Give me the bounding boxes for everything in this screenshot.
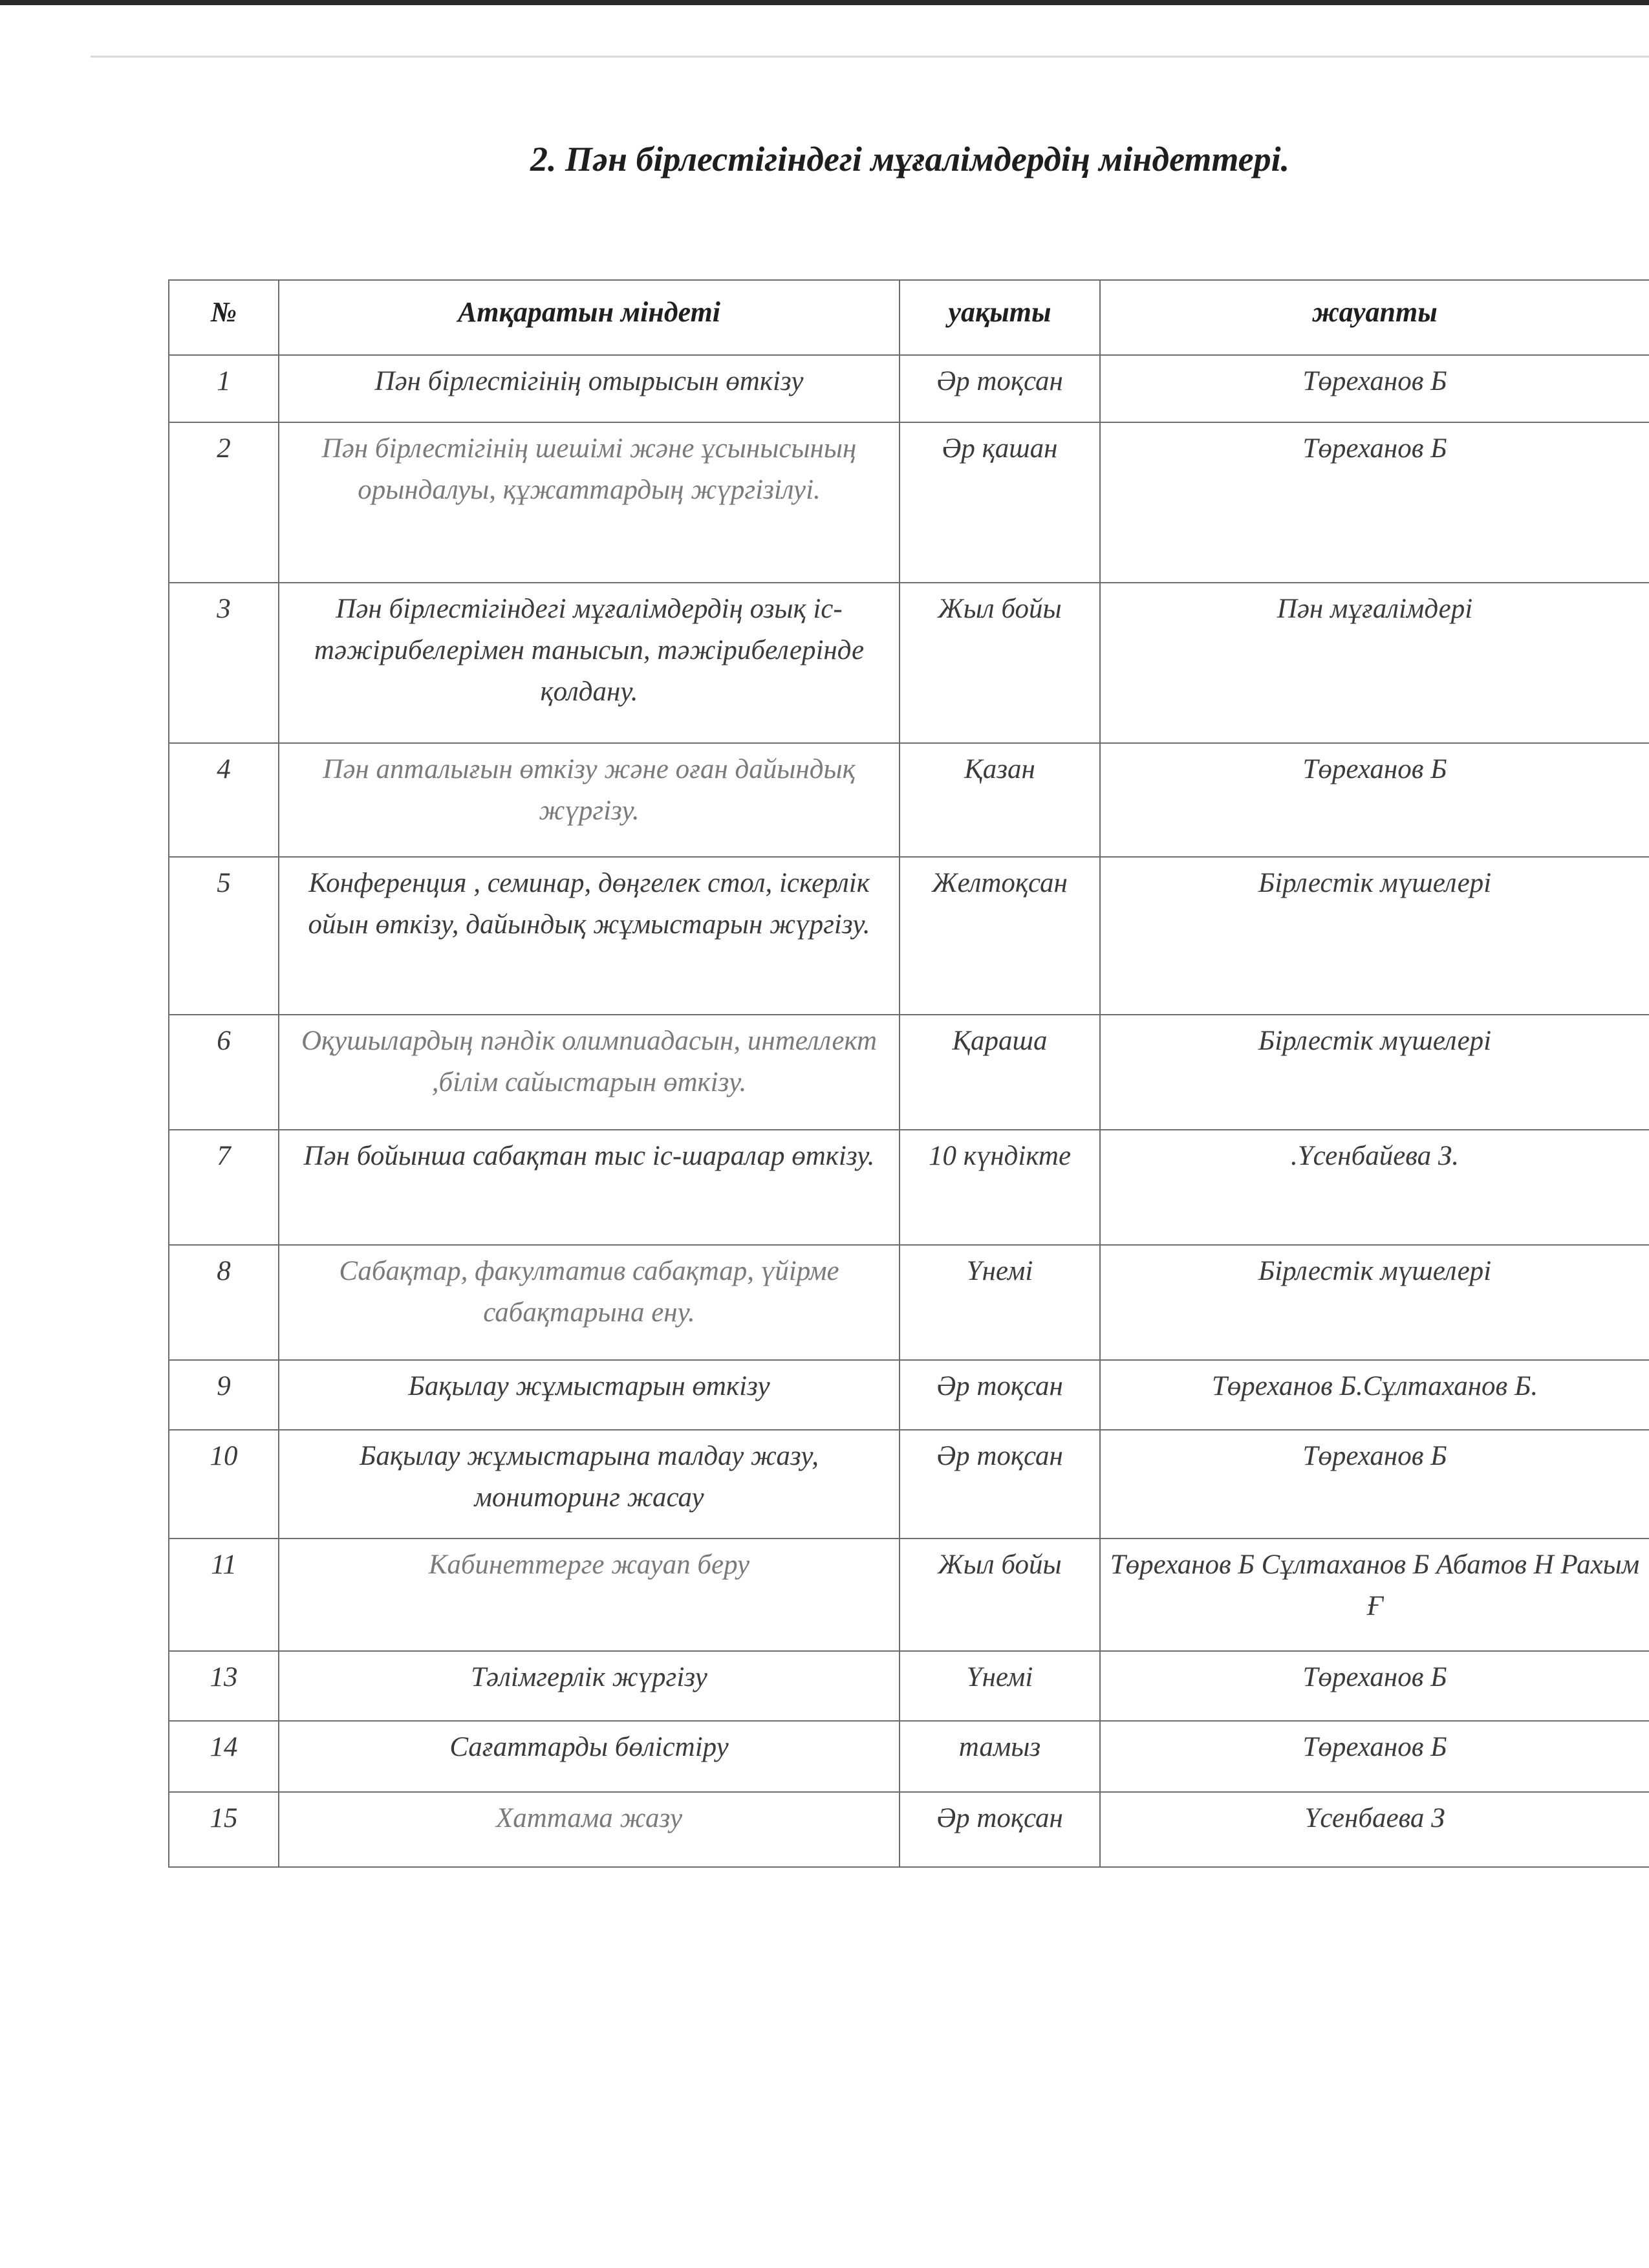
- row-task: Сабақтар, факултатив сабақтар, үйірме сабақтарына ену.: [279, 1245, 900, 1360]
- table-row: [169, 1721, 1649, 1792]
- duties-table: [168, 279, 1649, 1868]
- row-time: тамыз: [900, 1721, 1100, 1792]
- row-task: Сағаттарды бөлістіру: [279, 1721, 900, 1792]
- table-row: [169, 857, 1649, 1015]
- row-number: 7: [169, 1130, 279, 1245]
- table-row: [169, 1245, 1649, 1360]
- row-task: Тәлімгерлік жүргізу: [279, 1651, 900, 1721]
- row-task: Оқушылардың пәндік олимпиадасын, интеллект ,білім сайыстарын өткізу.: [279, 1015, 900, 1130]
- row-task: Бақылау жұмыстарына талдау жазу, мониторинг жасау: [279, 1430, 900, 1539]
- header-task: Атқаратын міндеті: [279, 280, 900, 355]
- row-task: Конференция , семинар, дөңгелек стол, іскерлік ойын өткізу, дайындық жұмыстарын жүргізу.: [279, 857, 900, 1015]
- row-time: Әр тоқсан: [900, 355, 1100, 422]
- row-number: 10: [169, 1430, 279, 1539]
- row-number: 11: [169, 1539, 279, 1651]
- scan-artifact-line: [91, 56, 1649, 58]
- row-task: Пән бойынша сабақтан тыс іс-шаралар өткізу.: [279, 1130, 900, 1245]
- row-responsible: Төреханов Б Сұлтаханов Б Абатов Н Рахым Ғ: [1100, 1539, 1649, 1651]
- row-responsible: Төреханов Б: [1100, 1651, 1649, 1721]
- row-time: Қазан: [900, 743, 1100, 857]
- header-number: №: [169, 280, 279, 355]
- row-task: Бақылау жұмыстарын өткізу: [279, 1360, 900, 1430]
- row-task: Пән бірлестігінің отырысын өткізу: [279, 355, 900, 422]
- row-number: 4: [169, 743, 279, 857]
- row-task: Хаттама жазу: [279, 1792, 900, 1867]
- table-row: [169, 743, 1649, 857]
- row-number: 5: [169, 857, 279, 1015]
- row-time: Әр тоқсан: [900, 1360, 1100, 1430]
- row-responsible: Төреханов Б.Сұлтаханов Б.: [1100, 1360, 1649, 1430]
- row-time: Қараша: [900, 1015, 1100, 1130]
- row-number: 2: [169, 422, 279, 583]
- document-title: 2. Пән бірлестігіндегі мұғалімдердің міндеттері.: [530, 140, 1290, 178]
- table-row: [169, 1792, 1649, 1867]
- row-time: Әр тоқсан: [900, 1430, 1100, 1539]
- row-task: Кабинеттерге жауап беру: [279, 1539, 900, 1651]
- row-time: Жыл бойы: [900, 1539, 1100, 1651]
- row-number: 1: [169, 355, 279, 422]
- table-row: [169, 1430, 1649, 1539]
- row-task: Пән апталығын өткізу және оған дайындық жүргізу.: [279, 743, 900, 857]
- row-responsible: Бірлестік мүшелері: [1100, 1245, 1649, 1360]
- header-time: уақыты: [900, 280, 1100, 355]
- row-time: Жыл бойы: [900, 583, 1100, 743]
- row-time: Үнемі: [900, 1651, 1100, 1721]
- table-row: [169, 1360, 1649, 1430]
- row-responsible: Төреханов Б: [1100, 355, 1649, 422]
- row-time: Желтоқсан: [900, 857, 1100, 1015]
- table-header-row: [169, 280, 1649, 355]
- row-task: Пән бірлестігінің шешімі және ұсынысының орындалуы, құжаттардың жүргізілуі.: [279, 422, 900, 583]
- row-number: 3: [169, 583, 279, 743]
- table-row: [169, 583, 1649, 743]
- row-responsible: .Үсенбайева З.: [1100, 1130, 1649, 1245]
- table-row: [169, 1651, 1649, 1721]
- row-responsible: Бірлестік мүшелері: [1100, 1015, 1649, 1130]
- row-number: 8: [169, 1245, 279, 1360]
- row-responsible: Үсенбаева З: [1100, 1792, 1649, 1867]
- row-responsible: Төреханов Б: [1100, 743, 1649, 857]
- row-number: 13: [169, 1651, 279, 1721]
- row-time: Әр қашан: [900, 422, 1100, 583]
- header-responsible: жауапты: [1100, 280, 1649, 355]
- row-time: Үнемі: [900, 1245, 1100, 1360]
- row-time: 10 күндікте: [900, 1130, 1100, 1245]
- table-row: [169, 1539, 1649, 1651]
- row-number: 15: [169, 1792, 279, 1867]
- row-responsible: Төреханов Б: [1100, 1430, 1649, 1539]
- row-responsible: Пән мұғалімдері: [1100, 583, 1649, 743]
- table-row: [169, 355, 1649, 422]
- row-number: 9: [169, 1360, 279, 1430]
- row-time: Әр тоқсан: [900, 1792, 1100, 1867]
- table-row: [169, 422, 1649, 583]
- scan-top-edge: [0, 0, 1649, 5]
- row-number: 14: [169, 1721, 279, 1792]
- table-row: [169, 1130, 1649, 1245]
- table-row: [169, 1015, 1649, 1130]
- row-responsible: Төреханов Б: [1100, 422, 1649, 583]
- row-number: 6: [169, 1015, 279, 1130]
- row-task: Пән бірлестігіндегі мұғалімдердің озық іс-тәжірибелерімен танысып, тәжірибелерінде қолдану.: [279, 583, 900, 743]
- row-responsible: Төреханов Б: [1100, 1721, 1649, 1792]
- row-responsible: Бірлестік мүшелері: [1100, 857, 1649, 1015]
